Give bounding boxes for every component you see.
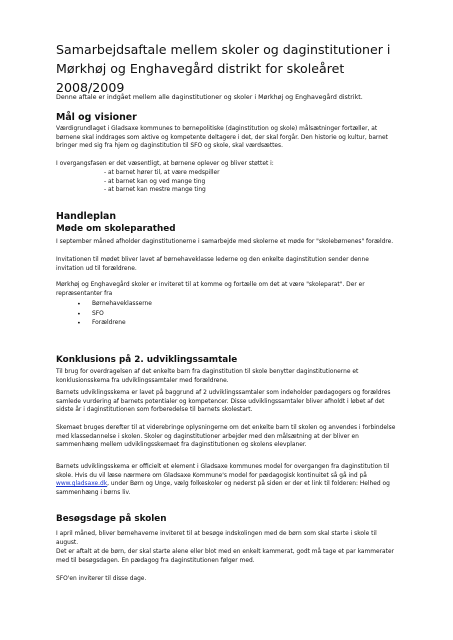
goals-heading: Mål og visioner — [56, 112, 137, 123]
visits-paragraph-1: I april måned, bliver børnehaverne inviteret til at besøge indskolingen med de børn som skal starte i skole til august. — [56, 531, 377, 546]
visits-paragraph-2: Det er aftalt at de børn, der skal starte alene eller blot med en enkelt kammerat, godt må tage et par kammerater med til besøgsdagen. En pædagog fra daginstitutionen følger med. — [56, 549, 394, 564]
transition-lead: I overgangsfasen er det væsentligt, at børnene oplever og bliver støttet i: — [56, 161, 274, 167]
list-item: • Børnehaveklasserne — [56, 300, 152, 310]
paragraph-text: , under Børn og Unge, vælg folkeskoler og nederst på siden er der et link til folderen: Helhed og sammenhæng i børns liv. — [56, 481, 390, 497]
conclusions-paragraph-1: Til brug for overdragelsen af det enkelte barn fra daginstitution til skole benytter daginstitutionerne et konklusionsskema fra udviklingssamtaler med forældrene. — [56, 369, 359, 384]
goals-paragraph: Værdigrundlaget i Gladsaxe kommunes to børnepolitiske (daginstitution og skole) målsætninger fortæller, at børnene skal inddrages som aktive og kompetente deltagere i det, der skal forgår. Den historie og kultur, barnet bringer med sig fra hjem og daginstitution til SFO og skole, skal værdsættes. — [56, 126, 388, 150]
visits-heading: Besøgsdage på skolen — [56, 514, 167, 524]
document-title: Samarbejdsaftale mellem skoler og daginstitutioner i Mørkhøj og Enghavegård distrikt for skoleåret 2008/2009 — [56, 42, 391, 95]
gladsaxe-link[interactable]: www.gladsaxe.dk — [56, 481, 108, 488]
paragraph-text: Barnets udviklingsskema er officielt et element i Gladsaxe kommunes model for overgangen fra daginstitution til skole. Hvis du vil læse nærmere om Gladsaxe Kommune's model for pædagogisk kontinuitet så gå ind på — [56, 464, 390, 479]
support-item: - at barnet kan mestre mange ting — [104, 187, 206, 193]
conclusions-paragraph-3: Skemaet bruges derefter til at viderebringe oplysningerne om det enkelte barn til skolen og anvendes i forbindelse med klassedannelse i skolen. Skoler og daginstitutioner arbejder med den målsætning at der bliver en sammenhæng mellem udviklingsskemaet fra daginstitutionen og skolens elevplaner. — [56, 425, 396, 449]
conclusions-paragraph-2: Barnets udviklingsskema er lavet på baggrund af 2 udviklingssamtaler som indeholder pædagogers og forældres samlede vurdering af barnets potentialer og kompetencer. Disse udviklingssamtaler bliver afholdt i løbet af det sidste år i daginstitutionen som forberedelse til barnets skolestart. — [56, 390, 391, 414]
support-item: - at barnet kan og ved mange ting — [104, 179, 206, 185]
representatives-list — [56, 300, 152, 329]
conclusions-paragraph-4 — [56, 463, 396, 498]
readiness-paragraph-2: Invitationen til mødet bliver lavet af børnehaveklasse lederne og den enkelte daginstitution sender denne invitation ud til forældrene. — [56, 257, 369, 272]
readiness-heading: Møde om skoleparathed — [56, 224, 176, 234]
conclusions-heading: Konklusions på 2. udviklingssamtale — [56, 355, 238, 365]
visits-paragraph-3: SFO'en inviterer til disse dage. — [56, 576, 147, 582]
list-item: • Forældrene — [56, 319, 152, 329]
support-item: - at barnet hører til, at være medspiller — [104, 170, 220, 176]
readiness-paragraph-1: I september måned afholder daginstitutionerne i samarbejde med skolerne et møde for "skolebørnenes" forældre. — [56, 239, 394, 245]
action-plan-heading: Handleplan — [56, 211, 117, 222]
readiness-paragraph-3: Mørkhøj og Enghavegård skoler er inviteret til at komme og fortælle om det at være "skoleparat". Der er repræsentanter fra — [56, 282, 365, 297]
intro-text: Denne aftale er indgået mellem alle daginstitutioner og skoler i Mørkhøj og Enghavegård distrikt. — [56, 94, 363, 101]
list-item: • SFO — [56, 310, 152, 320]
